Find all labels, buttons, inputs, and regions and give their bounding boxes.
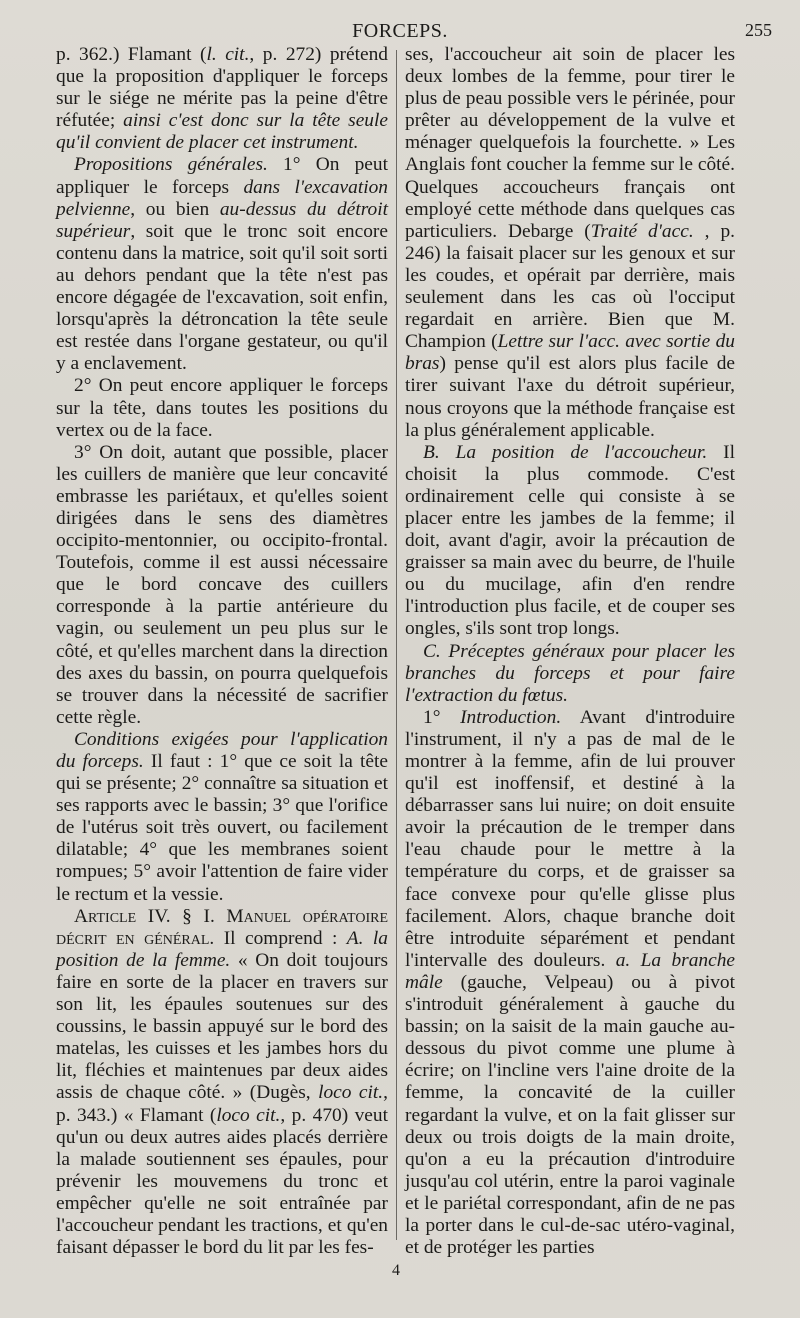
- paragraph-introduction: 1° Introduction. Avant d'introduire l'instrument, il n'y a pas de mal de le montrer à la femme, afin de lui prouver qu'il est inoffensif, et destiné à la débarrasser sans lui nuire; on doit ensuite avoir la précaution de le tremper dans l'eau chaude pour le mettre à la température du corps, et de graisser sa face convexe pour qu'elle glisse plus facilement. Alors, chaque branche doit être introduite séparément et pendant l'intervalle des douleurs. a. La branche mâle (gauche, Velpeau) ou à pivot s'introduit généralement à gauche du bassin; on la saisit de la main gauche au-dessous du pivot comme une plume à écrire; on l'incline vers l'aine droite de la femme, la concavité de la cuiller regardant la vulve, et on la fait glisser sur deux ou trois doigts de la main droite, qu'on a eu la précaution d'introduire jusqu'au col utérin, entre la paroi vaginale et le pariétal correspondant, afin de ne pas la porter dans le cul-de-sac utéro-vaginal, et de protéger les parties: [405, 706, 735, 1259]
- paragraph-continuation-right: ses, l'accoucheur ait soin de placer les deux lombes de la femme, pour tirer le plus de peau possible vers le périnée, pour prêter au développement de la vulve et ménager quelquefois la fourchette. » Les Anglais font coucher la femme sur le côté. Quelques accoucheurs français ont employé cette méthode dans quelques cas particuliers. Debarge (Traité d'acc. , p. 246) la faisait placer sur les genoux et sur les coudes, et opérait par derrière, mais seulement dans les cas où l'occiput regardait en arrière. Bien que M. Champion (Lettre sur l'acc. avec sortie du bras) pense qu'il est alors plus facile de tirer suivant l'axe du détroit supérieur, nous croyons que la méthode française est la plus généralement applicable.: [405, 44, 735, 441]
- article-heading: Article IV. § I. Manuel opératoire décrit en général.: [56, 905, 388, 949]
- paragraph-conditions: Conditions exigées pour l'application du forceps. Il faut : 1° que ce soit la tête qui se présente; 2° connaître sa situation et ses rapports avec le bassin; 3° que l'orifice de l'utérus soit très ouvert, ou facilement dilatable; 4° que les membranes soient rompues; 5° avoir l'attention de faire vider le rectum et la vessie.: [56, 728, 389, 905]
- left-column: [56, 44, 388, 1259]
- right-column: [405, 44, 735, 1259]
- paragraph-article-iv: Article IV. § I. Manuel opératoire décrit en général. Il comprend : A. la position de la femme. « On doit toujours faire en sorte de la placer en travers sur son lit, les épaules soutenues sur des coussins, le bassin appuyé sur le bord des matelas, les cuisses et les jambes hors du lit, fléchies et maintenues par deux aides assis de chaque côté. » (Dugès, loco cit., p. 343.) « Flamant (loco cit., p. 470) veut qu'un ou deux autres aides placés derrière la malade soutiennent ses épaules, pour prévenir les mouvemens du tronc et empêcher qu'elle ne soit entraînée par l'accoucheur pendant les tractions, et qu'en faisant dépasser le bord du lit par les fes-: [56, 905, 388, 1259]
- paragraph-point-2: 2° On peut encore appliquer le forceps sur la tête, dans toutes les positions du vertex ou de la face.: [56, 375, 388, 441]
- signature-mark: 4: [392, 1262, 400, 1279]
- paragraph-preceptes: C. Préceptes généraux pour placer les branches du forceps et pour faire l'extraction du fœtus.: [405, 640, 735, 706]
- page-number: 255: [745, 20, 772, 40]
- column-divider: [396, 50, 397, 1240]
- running-title: FORCEPS.: [352, 20, 448, 42]
- paragraph-propositions: Propositions générales. 1° On peut appliquer le forceps dans l'excavation pelvienne, ou bien au-dessus du détroit supérieur, soit que le tronc soit encore contenu dans la matrice, soit qu'il soit sorti au dehors pendant que la tête n'est pas encore dégagée de l'excavation, soit enfin, lorsqu'après la détroncation la tête seule est restée dans l'organe gestateur, ou qu'il y a enclavement.: [56, 154, 389, 375]
- paragraph-position-accoucheur: B. La position de l'accoucheur. Il choisit la plus commode. C'est ordinairement celle qui consiste à se placer entre les jambes de la femme; il doit, avant d'agir, avoir la précaution de graisser sa main avec du beurre, de l'huile ou du mucilage, afin d'en rendre l'introduction plus facile, et de couper ses ongles, s'ils sont trop longs.: [405, 441, 735, 640]
- paragraph-point-3: 3° On doit, autant que possible, placer les cuillers de manière que leur concavité embrasse les pariétaux, et qu'elles soient dirigées dans le sens des diamètres occipito-mentonnier, ou occipito-frontal. Toutefois, comme il est aussi nécessaire que le bord concave des cuillers corresponde à la partie antérieure du vagin, ou seulement un peu plus sur le côté, et qu'elles marchent dans la direction des axes du bassin, on pourra quelquefois se trouver dans la nécessité de sacrifier cette règle.: [56, 441, 388, 728]
- running-head: [0, 2, 800, 42]
- paragraph-continuation: p. 362.) Flamant (l. cit., p. 272) prétend que la proposition d'appliquer le forceps sur le siége ne mérite pas la peine d'être réfutée; ainsi c'est donc sur la tête seule qu'il convient de placer cet instrument.: [56, 44, 389, 154]
